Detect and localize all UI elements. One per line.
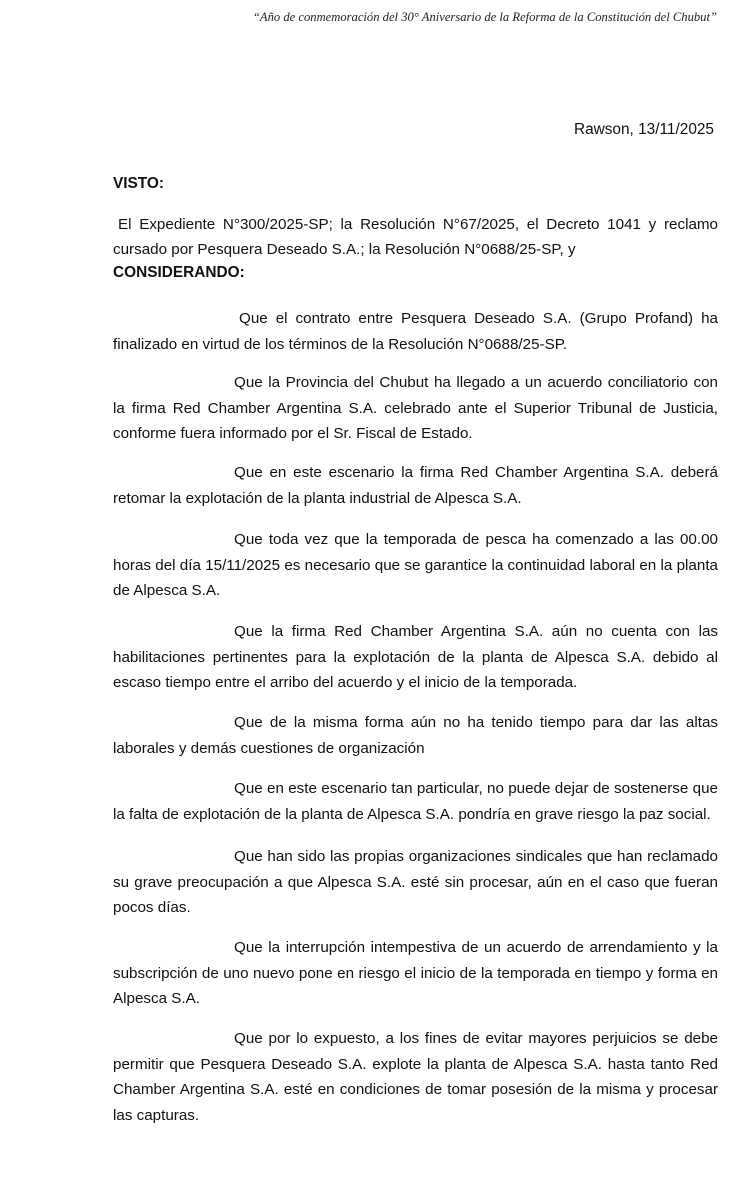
visto-paragraph: El Expediente N°300/2025-SP; la Resolución N°67/2025, el Decreto 1041 y reclamo cursado por Pesquera Deseado S.A.; la Resolución N°0688/25-SP, y (113, 216, 718, 258)
considerando-heading: CONSIDERANDO: (113, 264, 245, 281)
considerando-paragraph: Que la interrupción intempestiva de un acuerdo de arrendamiento y la subscripción de uno nuevo pone en riesgo el inicio de la temporada en tiempo y forma en Alpesca S.A. (113, 939, 718, 1007)
considerando-paragraph: Que de la misma forma aún no ha tenido tiempo para dar las altas laborales y demás cuestiones de organización (113, 714, 718, 757)
considerando-paragraph: Que la Provincia del Chubut ha llegado a un acuerdo conciliatorio con la firma Red Chamber Argentina S.A. celebrado ante el Superior Tribunal de Justicia, conforme fuera informado por el Sr. Fiscal de Estado. (113, 374, 718, 442)
header-motto: “Año de conmemoración del 30° Aniversario de la Reforma de la Constitución del Chubut” (252, 10, 717, 24)
considerando-paragraph: Que toda vez que la temporada de pesca ha comenzado a las 00.00 horas del día 15/11/2025 es necesario que se garantice la continuidad laboral en la planta de Alpesca S.A. (113, 531, 718, 599)
considerando-paragraph: Que en este escenario tan particular, no puede dejar de sostenerse que la falta de explotación de la planta de Alpesca S.A. pondría en grave riesgo la paz social. (113, 780, 718, 823)
considerando-paragraph: Que en este escenario la firma Red Chamber Argentina S.A. deberá retomar la explotación de la planta industrial de Alpesca S.A. (113, 464, 718, 507)
visto-heading: VISTO: (113, 175, 165, 192)
considerando-paragraph: Que el contrato entre Pesquera Deseado S.A. (Grupo Profand) ha finalizado en virtud de los términos de la Resolución N°0688/25-SP. (113, 310, 718, 353)
considerando-paragraph: Que han sido las propias organizaciones sindicales que han reclamado su grave preocupación a que Alpesca S.A. esté sin procesar, aún en el caso que fueran pocos días. (113, 848, 718, 916)
considerando-paragraph: Que por lo expuesto, a los fines de evitar mayores perjuicios se debe permitir que Pesquera Deseado S.A. explote la planta de Alpesca S.A. hasta tanto Red Chamber Argentina S.A. esté en condiciones de tomar posesión de la misma y procesar las capturas. (113, 1030, 718, 1124)
considerando-paragraph: Que la firma Red Chamber Argentina S.A. aún no cuenta con las habilitaciones pertinentes para la explotación de la planta de Alpesca S.A. debido al escaso tiempo entre el arribo del acuerdo y el inicio de la temporada. (113, 623, 718, 691)
date-line: Rawson, 13/11/2025 (573, 121, 714, 138)
